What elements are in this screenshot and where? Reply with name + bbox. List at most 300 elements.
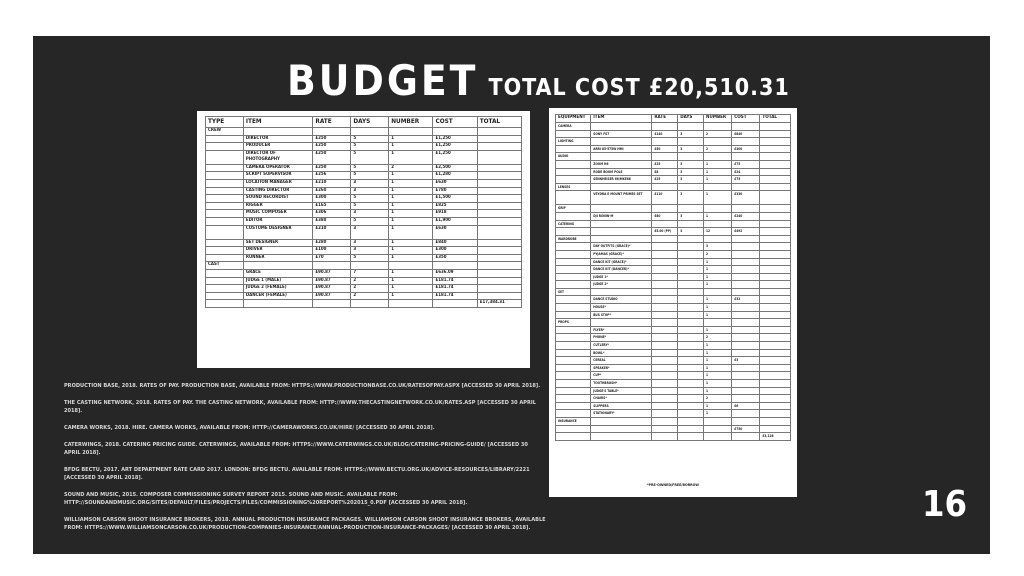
table-cell [477, 172, 521, 180]
table-cell: 1 [389, 269, 433, 277]
table-cell [652, 364, 678, 372]
table-cell: 3 [678, 212, 704, 220]
table-cell [652, 250, 678, 258]
table-cell: 5 [351, 195, 389, 203]
table-row [206, 262, 522, 270]
table-row [556, 311, 791, 319]
table-cell: BOWL* [591, 349, 652, 357]
table-cell: 1 [704, 326, 732, 334]
table-cell [206, 269, 244, 277]
table-cell: £32 [732, 296, 760, 304]
table-row [206, 164, 522, 172]
table-cell: £3,126 [760, 433, 791, 441]
column-header: TOTAL [477, 117, 521, 128]
table-cell: 2 [704, 130, 732, 138]
column-header: ITEM [591, 115, 652, 123]
table-row [556, 410, 791, 418]
table-cell [556, 433, 591, 441]
table-cell [760, 319, 791, 327]
table-cell [591, 138, 652, 146]
table-cell: 1 [389, 239, 433, 247]
table-cell [556, 191, 591, 205]
table-cell [556, 425, 591, 433]
table-cell [732, 138, 760, 146]
table-row [556, 228, 791, 236]
table-cell [556, 176, 591, 184]
table-cell: £181.74 [433, 277, 477, 285]
equipment-budget-table [555, 114, 791, 441]
equipment-budget-panel [549, 108, 797, 497]
table-cell [477, 217, 521, 225]
table-cell: 1 [704, 191, 732, 205]
table-cell: 1 [704, 160, 732, 168]
table-cell [477, 164, 521, 172]
table-cell: DANCER (FEMALE) [243, 292, 313, 300]
table-cell: £90.87 [313, 292, 351, 300]
table-cell [206, 239, 244, 247]
table-cell: STATIONARY* [591, 410, 652, 418]
table-cell [556, 395, 591, 403]
table-cell [591, 228, 652, 236]
table-cell: 1 [389, 135, 433, 143]
table-cell [732, 281, 760, 289]
table-cell [389, 262, 433, 270]
table-cell [678, 364, 704, 372]
table-cell: CASTING DIRECTOR [243, 187, 313, 195]
table-cell [206, 254, 244, 262]
table-cell [652, 296, 678, 304]
table-cell [652, 183, 678, 191]
table-row [206, 247, 522, 255]
table-cell [556, 258, 591, 266]
table-cell: £25 [652, 160, 678, 168]
table-cell [704, 235, 732, 243]
table-cell: SOUND RECORDIST [243, 195, 313, 203]
table-cell: 1 [389, 150, 433, 164]
table-row [556, 319, 791, 327]
table-cell [652, 334, 678, 342]
reference-item: WILLIAMSON CARSON SHOOT INSURANCE BROKERS, 2018. ANNUAL PRODUCTION INSURANCE PACKAGES. WILLIAMSON CARSON SHOOT INSURANCE BROKERS, AVAILABLE FROM: HTTPS://WWW.WILLIAMSONCARSON.CO.UK/PRODUCTION-COMPANIES-INSURANCE/ANNUAL-PRODUCTION-INSURANCE-PACKAGES/ [ACCESSED 30 APRIL 2018]. [64, 517, 546, 531]
table-cell [760, 212, 791, 220]
table-row [556, 243, 791, 251]
table-cell [206, 150, 244, 164]
table-cell: SONY FS7 [591, 130, 652, 138]
table-cell [760, 273, 791, 281]
table-cell [760, 266, 791, 274]
table-cell: £75 [732, 176, 760, 184]
table-cell [704, 417, 732, 425]
reference-item: BFDG BECTU, 2017. ART DEPARTMENT RATE CARD 2017. LONDON: BFDG BECTU. AVAILABLE FROM: HTTPS://WWW.BECTU.ORG.UK/ADVICE-RESOURCES/LIBRARY/2221 [ACCESSED 30 APRIL 2018]. [64, 467, 530, 481]
table-cell: £2,500 [433, 164, 477, 172]
table-cell [760, 258, 791, 266]
table-cell: £17,384.31 [477, 300, 521, 308]
table-cell: EDITOR [243, 217, 313, 225]
table-cell [652, 349, 678, 357]
table-cell: 5 [351, 202, 389, 210]
table-cell [591, 417, 652, 425]
table-cell: 3 [678, 176, 704, 184]
table-cell [556, 281, 591, 289]
table-cell: £8 [652, 168, 678, 176]
table-cell: 1 [704, 380, 732, 388]
table-row [556, 380, 791, 388]
table-row [556, 334, 791, 342]
table-cell: 3 [678, 145, 704, 153]
table-cell [760, 243, 791, 251]
table-cell [732, 153, 760, 161]
table-cell [760, 220, 791, 228]
table-cell [732, 205, 760, 213]
table-cell: £110 [652, 191, 678, 205]
table-cell [678, 243, 704, 251]
table-cell: PHONE* [591, 334, 652, 342]
table-cell [652, 372, 678, 380]
table-cell: £165 [313, 202, 351, 210]
table-cell [732, 410, 760, 418]
table-cell [678, 334, 704, 342]
table-cell [732, 380, 760, 388]
table-cell: 7 [351, 269, 389, 277]
table-cell [678, 387, 704, 395]
table-cell: JUDGE 1 (MALE) [243, 277, 313, 285]
table-cell [760, 425, 791, 433]
table-cell [477, 179, 521, 187]
table-cell [206, 172, 244, 180]
table-cell [652, 410, 678, 418]
table-row [206, 202, 522, 210]
table-row [556, 349, 791, 357]
table-cell: SPEAKER* [591, 364, 652, 372]
table-cell: GRIP [556, 205, 591, 213]
table-cell: RUNNER [243, 254, 313, 262]
table-cell: £6 [732, 402, 760, 410]
table-cell [652, 304, 678, 312]
table-cell [732, 288, 760, 296]
table-cell [678, 138, 704, 146]
table-cell: FLYER* [591, 326, 652, 334]
table-row [556, 273, 791, 281]
table-cell [556, 304, 591, 312]
table-cell [477, 195, 521, 203]
table-cell: CATERING [556, 220, 591, 228]
table-cell [206, 285, 244, 293]
table-cell [556, 326, 591, 334]
table-cell: 3 [351, 225, 389, 239]
column-header: NUMBER [389, 117, 433, 128]
table-cell: 1 [389, 285, 433, 293]
table-cell [760, 123, 791, 131]
table-cell: 1 [704, 296, 732, 304]
table-cell [652, 258, 678, 266]
table-cell: £250 [313, 135, 351, 143]
table-cell [556, 296, 591, 304]
table-cell [760, 205, 791, 213]
table-cell [477, 277, 521, 285]
references-list [64, 382, 546, 541]
table-cell [678, 311, 704, 319]
table-row [556, 433, 791, 441]
table-cell: £630 [433, 225, 477, 239]
table-cell [760, 191, 791, 205]
table-cell: £300 [433, 247, 477, 255]
table-cell [652, 417, 678, 425]
table-cell: BUS STOP* [591, 311, 652, 319]
table-cell: £1,280 [433, 172, 477, 180]
column-header: ITEM [243, 117, 313, 128]
table-cell [678, 433, 704, 441]
table-cell: SENNHEISER 66/MKE66 [591, 176, 652, 184]
table-cell: 2 [704, 395, 732, 403]
table-row [556, 304, 791, 312]
table-cell: £306 [313, 210, 351, 218]
column-header: COST [433, 117, 477, 128]
table-cell [760, 228, 791, 236]
table-cell [556, 357, 591, 365]
table-row [556, 357, 791, 365]
table-cell [760, 402, 791, 410]
table-cell [556, 402, 591, 410]
table-cell: DANCE STUDIO [591, 296, 652, 304]
table-cell: 1 [704, 349, 732, 357]
table-cell: £260 [313, 187, 351, 195]
table-cell [351, 262, 389, 270]
table-row [556, 123, 791, 131]
table-cell: 5 [351, 217, 389, 225]
column-header: TYPE [206, 117, 244, 128]
table-row [206, 150, 522, 164]
table-cell [760, 380, 791, 388]
table-cell: 2 [351, 285, 389, 293]
table-cell: 3 [678, 160, 704, 168]
table-cell [351, 128, 389, 136]
table-cell [678, 410, 704, 418]
table-cell [652, 319, 678, 327]
table-cell: 3 [351, 239, 389, 247]
table-cell: 1 [389, 217, 433, 225]
table-cell: VEYDRA E MOUNT PRIMES SET [591, 191, 652, 205]
table-cell [760, 235, 791, 243]
table-cell: SCRIPT SUPERVISOR [243, 172, 313, 180]
table-cell [556, 372, 591, 380]
table-cell [732, 123, 760, 131]
table-cell [433, 128, 477, 136]
table-cell: PRODUCER [243, 143, 313, 151]
table-cell [477, 210, 521, 218]
table-cell [760, 410, 791, 418]
table-cell: 1 [704, 281, 732, 289]
table-cell [652, 387, 678, 395]
table-cell: ZOOM H6 [591, 160, 652, 168]
table-cell [556, 160, 591, 168]
table-cell [678, 250, 704, 258]
table-cell: AUDIO [556, 153, 591, 161]
table-cell: JUDGE 1* [591, 273, 652, 281]
table-cell [652, 402, 678, 410]
table-cell: £250 [313, 143, 351, 151]
table-cell [652, 288, 678, 296]
table-cell [591, 205, 652, 213]
table-cell [206, 179, 244, 187]
table-row [556, 250, 791, 258]
table-cell [678, 258, 704, 266]
table-row [206, 172, 522, 180]
table-cell: £380 [313, 217, 351, 225]
table-cell [732, 250, 760, 258]
table-row [556, 235, 791, 243]
table-cell [678, 220, 704, 228]
table-row [556, 212, 791, 220]
table-cell [678, 402, 704, 410]
table-cell [477, 187, 521, 195]
table-row [556, 205, 791, 213]
table-cell: £840 [732, 130, 760, 138]
table-cell [206, 143, 244, 151]
table-cell: £3 [732, 357, 760, 365]
table-cell [556, 349, 591, 357]
table-cell [389, 300, 433, 308]
table-row [206, 225, 522, 239]
table-cell: 1 [704, 273, 732, 281]
column-header: COST [732, 115, 760, 123]
table-cell [591, 288, 652, 296]
table-cell: 1 [389, 247, 433, 255]
title-main: BUDGET [287, 56, 479, 105]
table-cell [704, 220, 732, 228]
table-cell [678, 235, 704, 243]
title-total-cost: TOTAL COST £20,510.31 [488, 75, 790, 101]
table-cell [704, 183, 732, 191]
table-cell [760, 357, 791, 365]
table-cell [652, 281, 678, 289]
table-cell [678, 372, 704, 380]
table-row [556, 258, 791, 266]
table-cell: £918 [433, 210, 477, 218]
column-header: DAYS [351, 117, 389, 128]
table-cell [704, 433, 732, 441]
table-cell: 1 [389, 187, 433, 195]
table-cell [760, 311, 791, 319]
table-cell: 3 [678, 130, 704, 138]
table-cell [732, 266, 760, 274]
table-cell [732, 326, 760, 334]
table-cell: 2 [351, 277, 389, 285]
table-cell [556, 250, 591, 258]
table-cell [313, 128, 351, 136]
table-cell: RODE BOOM POLE [591, 168, 652, 176]
table-row [556, 372, 791, 380]
table-cell: 2 [351, 292, 389, 300]
table-cell: 5 [351, 254, 389, 262]
budget-title [287, 56, 790, 112]
table-cell: £300 [313, 195, 351, 203]
table-cell: 1 [704, 357, 732, 365]
table-cell: £1,500 [433, 195, 477, 203]
table-row [206, 143, 522, 151]
table-row [556, 220, 791, 228]
table-cell: CUP* [591, 372, 652, 380]
table-row [556, 395, 791, 403]
table-cell [760, 342, 791, 350]
table-cell [652, 342, 678, 350]
table-row [556, 130, 791, 138]
table-cell [760, 326, 791, 334]
table-cell [678, 296, 704, 304]
table-cell [243, 262, 313, 270]
table-cell [678, 417, 704, 425]
table-cell [678, 153, 704, 161]
table-cell [760, 304, 791, 312]
table-cell: CUTLERY* [591, 342, 652, 350]
table-cell [704, 123, 732, 131]
table-cell: SLIPPERS [591, 402, 652, 410]
table-cell: 1 [389, 292, 433, 300]
table-cell [760, 387, 791, 395]
table-cell: £5.00 (PP) [652, 228, 678, 236]
table-cell: 1 [389, 195, 433, 203]
table-cell [243, 300, 313, 308]
table-cell: 2 [704, 145, 732, 153]
table-cell: £90.87 [313, 285, 351, 293]
table-cell: PROPS [556, 319, 591, 327]
table-row [206, 195, 522, 203]
table-cell [313, 262, 351, 270]
table-cell [704, 205, 732, 213]
table-cell [477, 143, 521, 151]
table-cell [556, 212, 591, 220]
table-cell: SET DESIGNER [243, 239, 313, 247]
table-cell [591, 220, 652, 228]
table-cell: £90.87 [313, 269, 351, 277]
table-cell: JUDGE'S TABLE* [591, 387, 652, 395]
table-cell [678, 304, 704, 312]
table-cell [652, 311, 678, 319]
table-cell [477, 128, 521, 136]
table-row [556, 326, 791, 334]
table-cell: 3 [351, 187, 389, 195]
table-cell [732, 183, 760, 191]
table-cell [760, 364, 791, 372]
table-cell [732, 342, 760, 350]
table-cell: £1,250 [433, 143, 477, 151]
table-cell [556, 273, 591, 281]
column-header: RATE [652, 115, 678, 123]
table-cell [732, 273, 760, 281]
table-cell: CHAIRS* [591, 395, 652, 403]
table-row [556, 296, 791, 304]
table-cell [732, 319, 760, 327]
table-cell [389, 128, 433, 136]
table-cell [732, 220, 760, 228]
table-cell: RIGGER [243, 202, 313, 210]
table-cell [732, 235, 760, 243]
table-row [206, 187, 522, 195]
table-cell: £250 [313, 150, 351, 164]
reference-item: SOUND AND MUSIC, 2015. COMPOSER COMMISSIONING SURVEY REPORT 2015. SOUND AND MUSIC. AVAILABLE FROM: HTTP://SOUNDANDMUSIC.ORG/SITES/DEFAULT/FILES/PROJECTS/FILES/COMMISSIONING%20REPORT%202015_0.PDF [ACCESSED 30 APRIL 2018]. [64, 492, 468, 506]
table-cell [652, 266, 678, 274]
table-cell: 3 [351, 247, 389, 255]
table-cell: 1 [389, 277, 433, 285]
table-cell [732, 387, 760, 395]
table-cell [433, 262, 477, 270]
table-cell [591, 235, 652, 243]
table-cell: 1 [389, 225, 433, 239]
table-cell [591, 319, 652, 327]
table-cell: 1 [704, 372, 732, 380]
table-cell: 1 [704, 387, 732, 395]
table-cell [556, 380, 591, 388]
table-row [556, 168, 791, 176]
table-cell [556, 145, 591, 153]
